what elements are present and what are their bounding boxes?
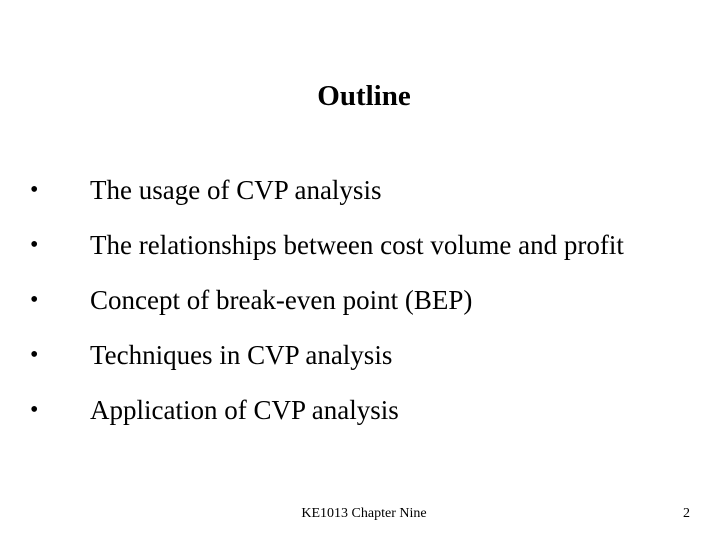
bullet-item (30, 282, 680, 319)
page-number: 2 (683, 506, 690, 521)
bullet-text: The usage of CVP analysis (90, 175, 382, 205)
bullet-text: Concept of break-even point (BEP) (90, 285, 473, 315)
slide-title-text: Outline (317, 80, 411, 112)
bullet-list (30, 172, 680, 447)
bullet-item (30, 172, 680, 209)
bullet-text: Techniques in CVP analysis (90, 340, 393, 370)
footer-text: KE1013 Chapter Nine (301, 506, 427, 521)
slide-footer (0, 506, 728, 522)
bullet-icon: • (30, 177, 39, 203)
bullet-item (30, 337, 680, 374)
slide-title (0, 80, 728, 113)
bullet-text: The relationships between cost volume and profit (90, 230, 624, 260)
bullet-icon: • (30, 397, 39, 423)
bullet-item (30, 227, 680, 264)
bullet-item (30, 392, 680, 429)
bullet-icon: • (30, 232, 39, 258)
bullet-icon: • (30, 287, 39, 313)
bullet-text: Application of CVP analysis (90, 395, 399, 425)
bullet-icon: • (30, 342, 39, 368)
